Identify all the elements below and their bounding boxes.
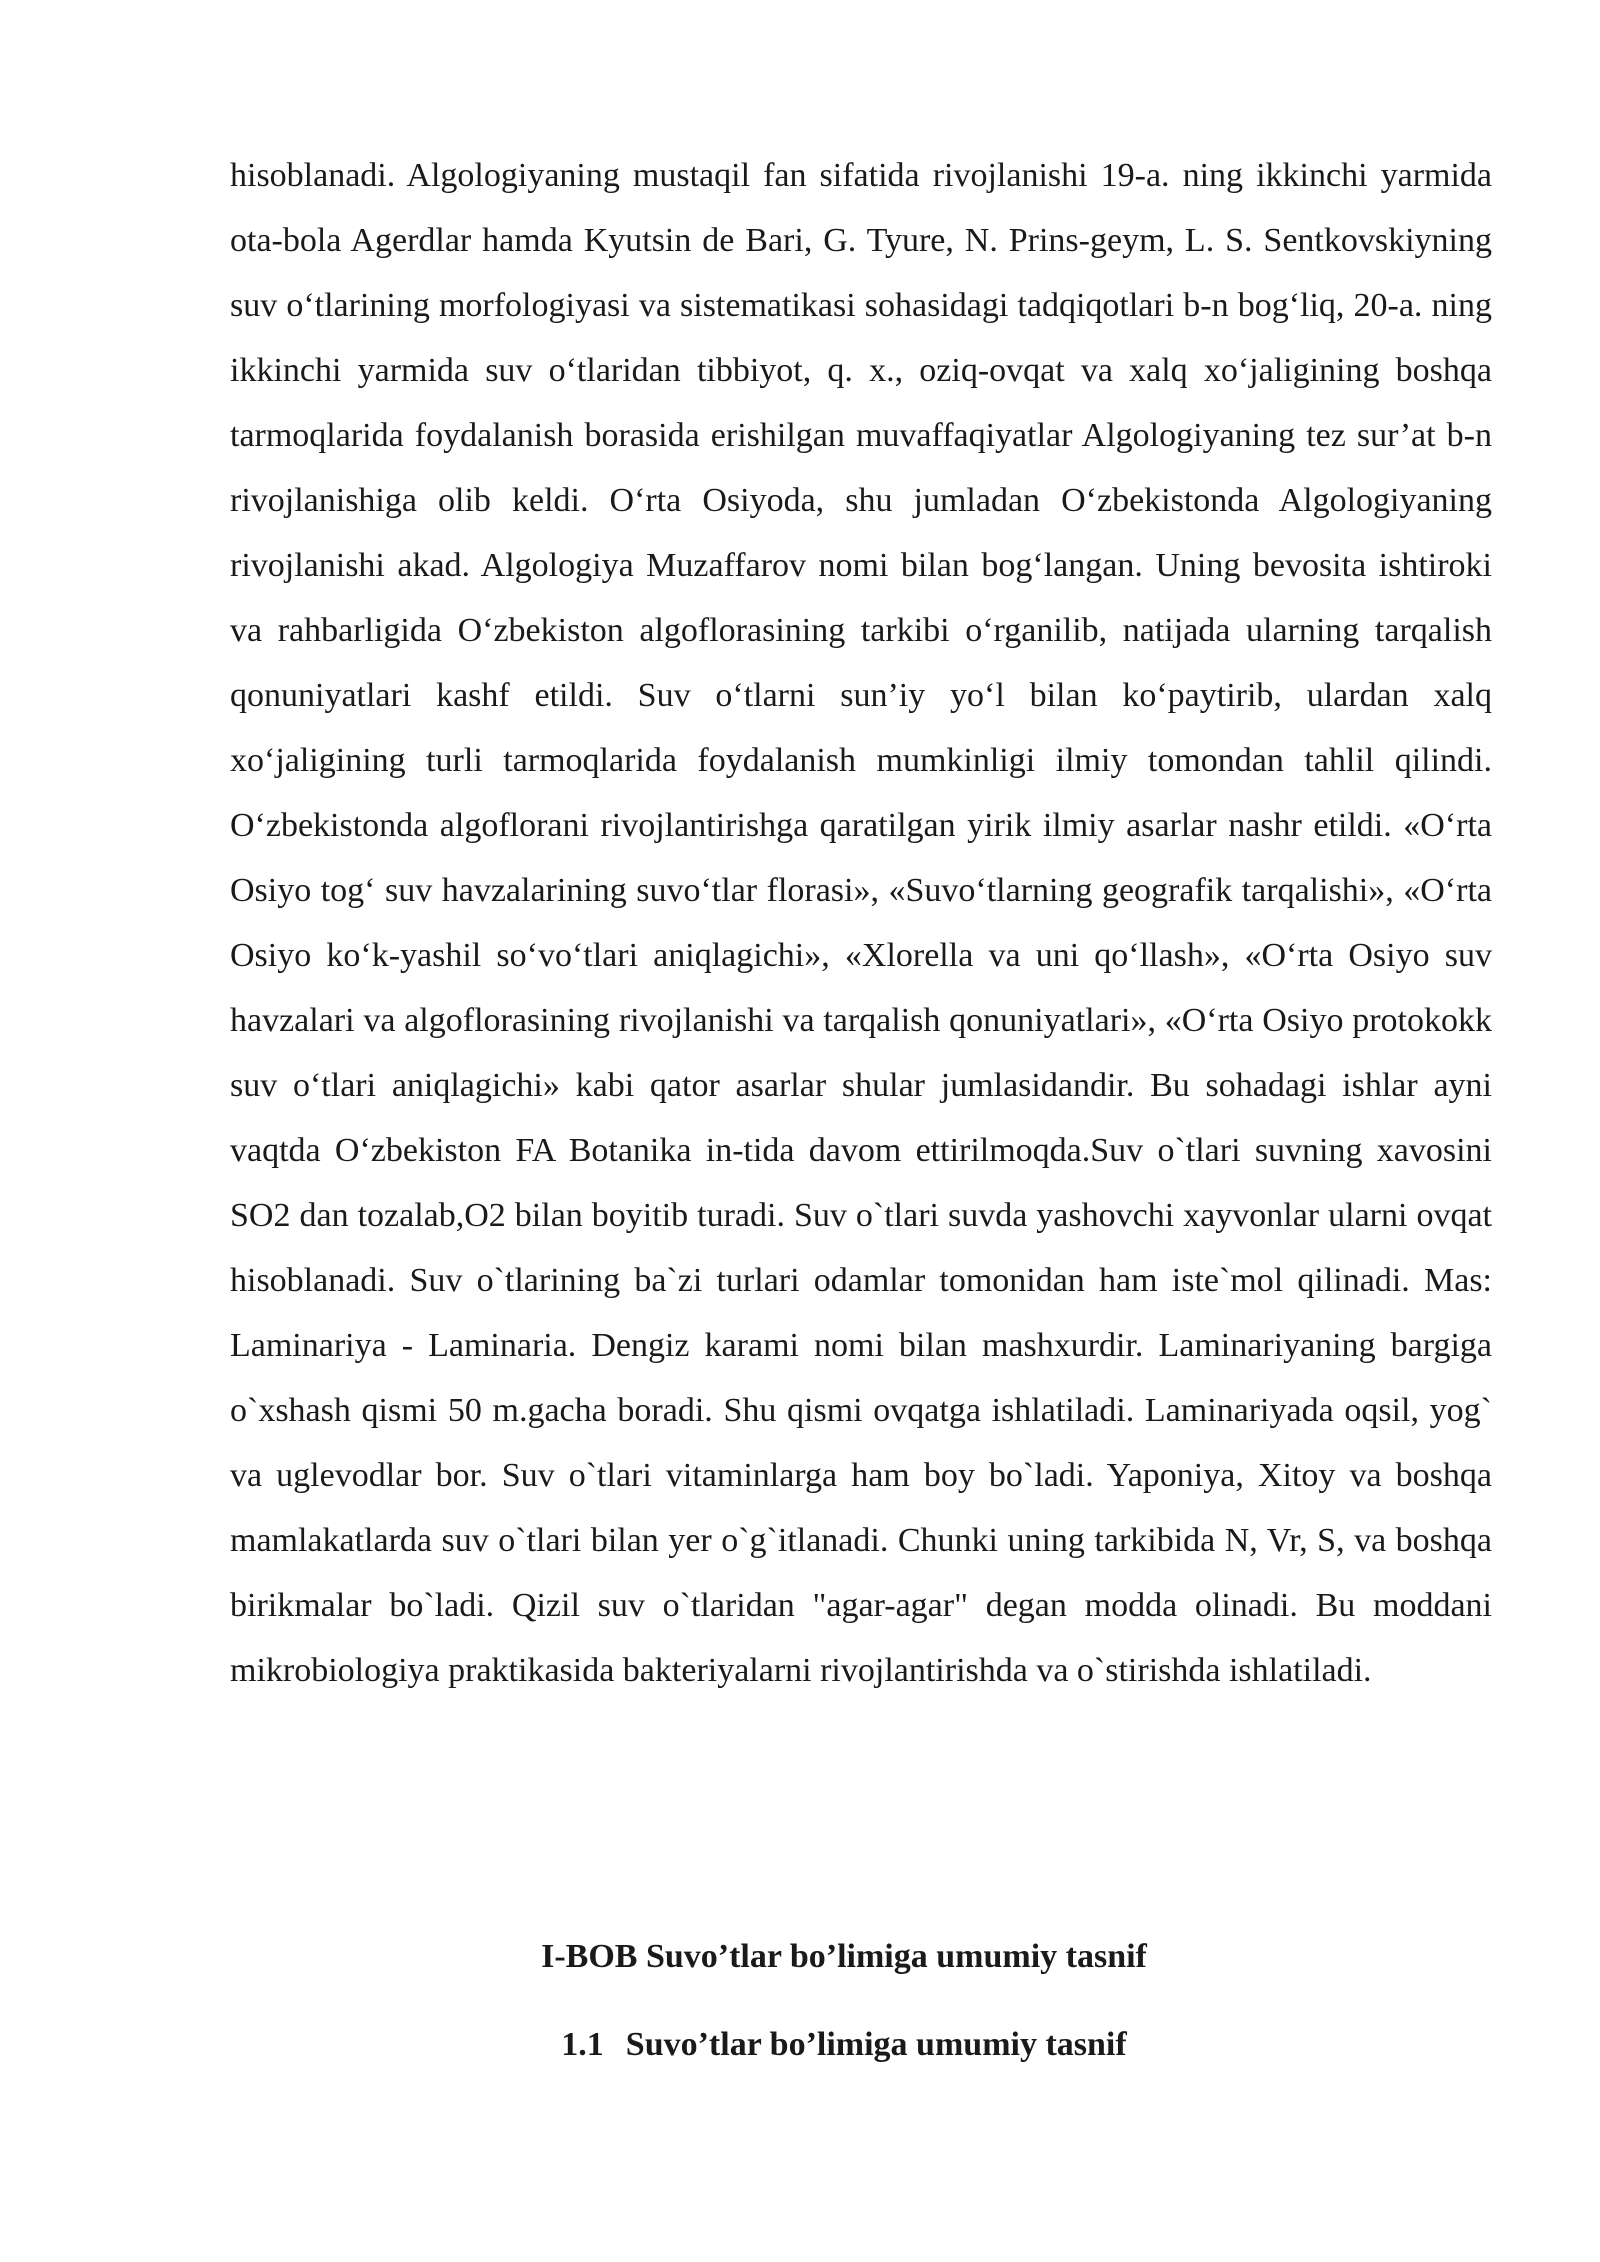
section-title: Suvo’tlar bo’limiga umumiy tasnif bbox=[625, 2026, 1127, 2063]
body-paragraph: hisoblanadi. Algologiyaning mustaqil fan sifatida rivojlanishi 19-a. ning ikkinchi yarmida ota-bola Agerdlar hamda Kyutsin de Bari, G. Tyure, N. Prins-geym, L. S. Sentkovskiyning suv o‘tlarining morfologiyasi va sistematikasi sohasidagi tadqiqotlari b-n bog‘liq, 20-a. ning ikkinchi yarmida suv o‘tlaridan tibbiyot, q. x., oziq-ovqat va xalq xo‘jaligining boshqa tarmoqlarida foydalanish borasida erishilgan muvaffaqiyatlar Algologiyaning tez sur’at b-n rivojlanishiga olib keldi. O‘rta Osiyoda, shu jumladan O‘zbekistonda Algologiyaning rivojlanishi akad. Algologiya Muzaffarov nomi bilan bog‘langan. Uning bevosita ishtiroki va rahbarligida O‘zbekiston algoflorasining tarkibi o‘rganilib, natijada ularning tarqalish qonuniyatlari kashf etildi. Suv o‘tlarni sun’iy yo‘l bilan ko‘paytirib, ulardan xalq xo‘jaligining turli tarmoqlarida foydalanish mumkinligi ilmiy tomondan tahlil qilindi. O‘zbekistonda algoflorani rivojlantirishga qaratilgan yirik ilmiy asarlar nashr etildi. «O‘rta Osiyo tog‘ suv havzalarining suvo‘tlar florasi», «Suvo‘tlarning geografik tarqalishi», «O‘rta Osiyo ko‘k-yashil so‘vo‘tlari aniqlagichi», «Xlorella va uni qo‘llash», «O‘rta Osiyo suv havzalari va algoflorasining rivojlanishi va tarqalish qonuniyatlari», «O‘rta Osiyo protokokk suv o‘tlari aniqlagichi» kabi qator asarlar shular jumlasidandir. Bu sohadagi ishlar ayni vaqtda O‘zbekiston FA Botanika in-tida davom ettirilmoqda.Suv o`tlari suvning xavosini SO2 dan tozalab,O2 bilan boyitib turadi. Suv o`tlari suvda yashovchi xayvonlar ularni ovqat hisoblanadi. Suv o`tlarining ba`zi turlari odamlar tomonidan ham iste`mol qilinadi. Mas: Laminariya - Laminaria. Dengiz karami nomi bilan mashxurdir. Laminariyaning bargiga o`xshash qismi 50 m.gacha boradi. Shu qismi ovqatga ishlatiladi. Laminariyada oqsil, yog` va uglevodlar bor. Suv o`tlari vitaminlarga ham boy bo`ladi. Yaponiya, Xitoy va boshqa mamlakatlarda suv o`tlari bilan yer o`g`itlanadi. Chunki uning tarkibida N, Vr, S, va boshqa birikmalar bo`ladi. Qizil suv o`tlaridan "agar-agar" degan modda olinadi. Bu moddani mikrobiologiya praktikasida bakteriyalarni rivojlantirishda va o`stirishda ishlatiladi. bbox=[230, 157, 1492, 1689]
section-heading bbox=[0, 2026, 1600, 2064]
chapter-heading: I-BOB Suvo’tlar bo’limiga umumiy tasnif bbox=[541, 1938, 1147, 1975]
section-number: 1.1 bbox=[561, 2026, 604, 2063]
